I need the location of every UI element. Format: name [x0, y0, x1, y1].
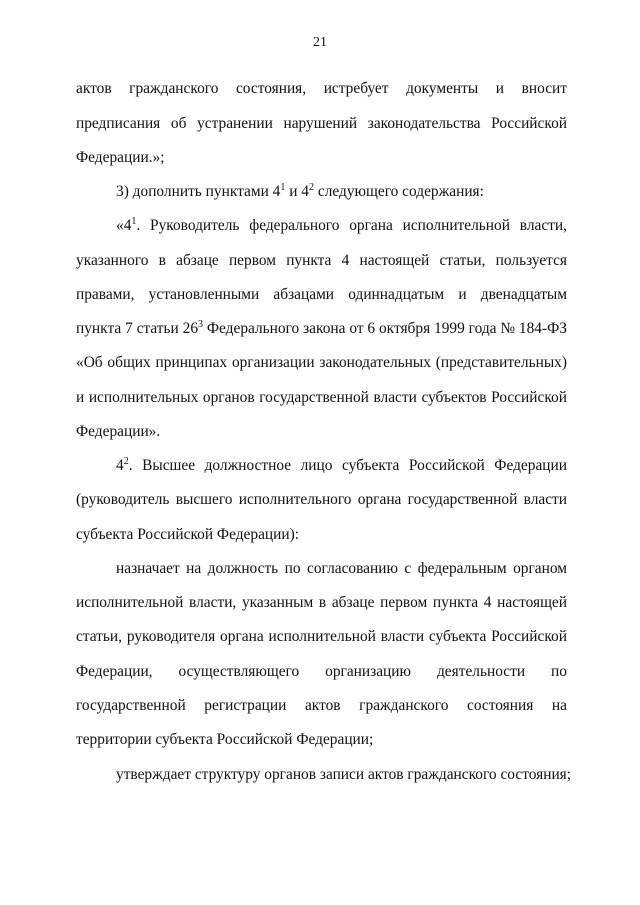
- text-line: исполнительной власти, указанным в абзаце первом пункта 4 настоящей: [76, 594, 567, 611]
- text-line: правами, установленными абзацами одиннадцатым и двенадцатым: [76, 286, 567, 303]
- text-line: субъекта Российской Федерации):: [76, 526, 300, 543]
- text-line: 3) дополнить пунктами $4^1$ и $4^2$ следующего содержания:: [116, 182, 484, 200]
- text-line: Федерации».: [76, 423, 161, 440]
- text-line: статьи, руководителя органа исполнительной власти субъекта Российской: [76, 628, 567, 645]
- text-line: $4^2$. Высшее должностное лицо субъекта Российской Федерации: [116, 456, 567, 474]
- text-line: Федерации.»;: [76, 149, 165, 166]
- text-line: (руководитель высшего исполнительного органа государственной власти: [76, 491, 567, 508]
- text-line: «$4^1$. Руководитель федерального органа исполнительной власти,: [116, 216, 567, 234]
- text-line: назначает на должность по согласованию с федеральным органом: [116, 560, 567, 577]
- text-line: «Об общих принципах организации законодательных (представительных): [76, 354, 567, 371]
- page-number: 21: [313, 35, 327, 50]
- text-line: указанного в абзаце первом пункта 4 настоящей статьи, пользуется: [76, 252, 567, 269]
- text-line: пункта 7 статьи $26^3$ Федерального закона от 6 октября 1999 года № 184-ФЗ: [76, 319, 567, 337]
- text-line: государственной регистрации актов гражданского состояния на: [76, 697, 567, 714]
- text-line: утверждает структуру органов записи актов гражданского состояния;: [116, 766, 572, 783]
- text-line: предписания об устранении нарушений законодательства Российской: [76, 115, 567, 132]
- text-line: Федерации, осуществляющего организацию деятельности по: [76, 663, 567, 680]
- text-line: и исполнительных органов государственной власти субъектов Российской: [76, 389, 567, 406]
- text-line: территории субъекта Российской Федерации;: [76, 731, 374, 748]
- text-line: актов гражданского состояния, истребует документы и вносит: [76, 80, 567, 97]
